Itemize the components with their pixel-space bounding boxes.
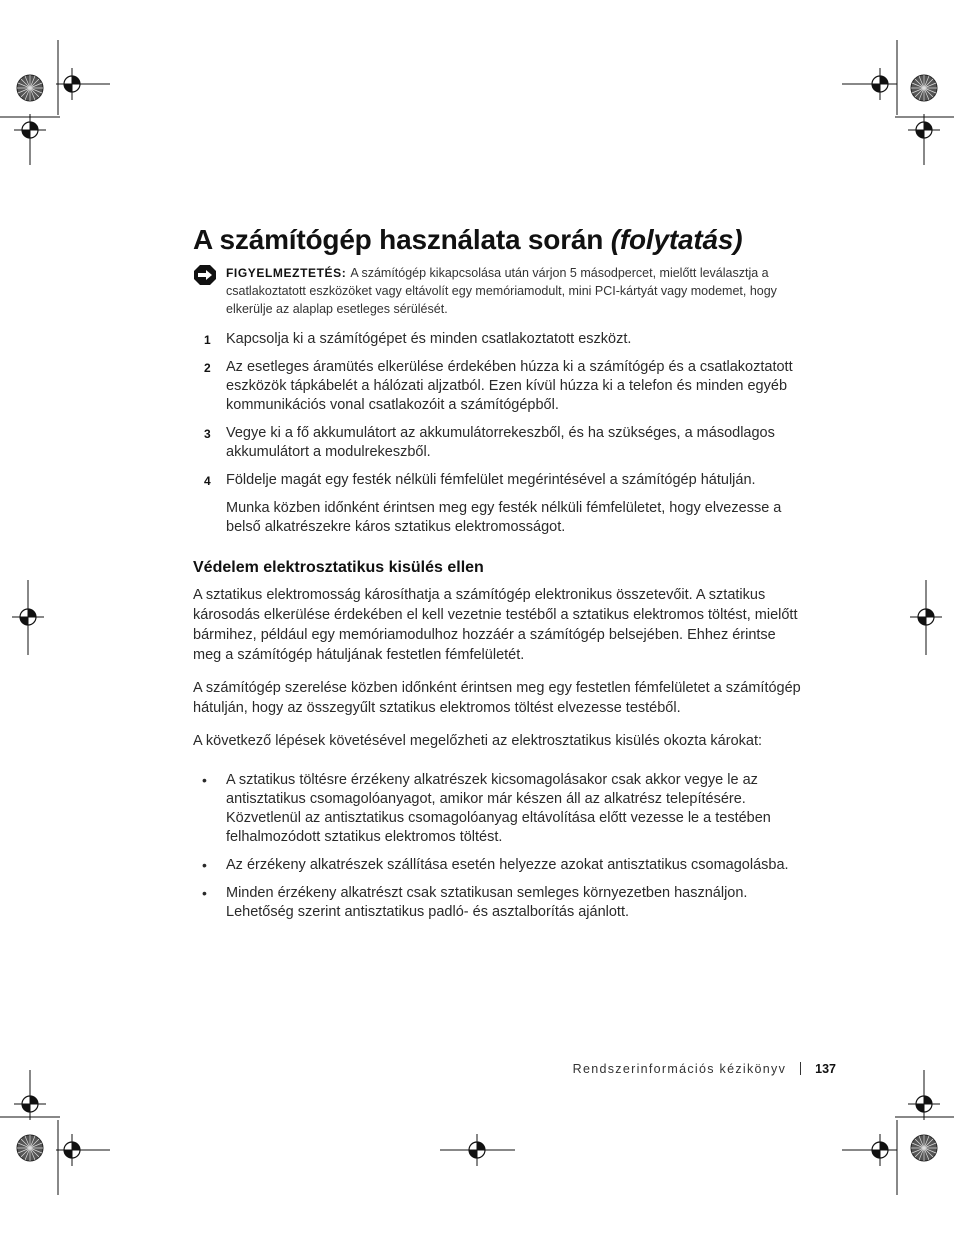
bullet-icon: • — [202, 885, 207, 901]
section-heading: Védelem elektrosztatikus kisülés ellen — [193, 559, 484, 576]
list-item — [193, 358, 803, 415]
bullet-list — [193, 771, 803, 922]
list-item — [193, 330, 803, 349]
bullet-text: Az érzékeny alkatrészek szállítása esetén helyezze azokat antisztatikus csomagolásba. — [226, 857, 789, 873]
notice-text: A számítógép kikapcsolása után várjon 5 másodpercet, mielőtt leválasztja a csatlakoztatott eszközöket vagy eltávolít egy memóriamodult, mini PCI-kártyát vagy modemet, hogy elkerülje az alaplap esetleges sérülését. — [226, 266, 777, 316]
list-item — [193, 884, 803, 922]
page-content — [193, 222, 803, 931]
notice-icon — [193, 264, 217, 286]
page-title — [193, 222, 803, 258]
step-number: 1 — [204, 333, 211, 347]
manual-name: Rendszerinformációs kézikönyv — [572, 1062, 787, 1076]
step-number: 2 — [204, 361, 211, 375]
bullet-text: A sztatikus töltésre érzékeny alkatrészek kicsomagolásakor csak akkor vegye le az antisztatikus csomagolóanyagot, amikor már készen áll az alkatrész telepítésére. Közvetlenül az antisztatikus csomagolóanyag eltávolítása előtt vezesse le a testében felhalmozódott sztatikus elektromos töltést. — [226, 772, 771, 845]
step-text: Az esetleges áramütés elkerülése érdekében húzza ki a számítógép és a csatlakoztatott eszközök tápkábelét a hálózati aljzatból. Ezen kívül húzza ki a telefon és minden egyéb kommunikációs vonal csatlakozóit a számítógépből. — [226, 359, 793, 413]
paragraph: A következő lépések követésével megelőzheti az elektrosztatikus kisülés okozta károkat: — [193, 733, 763, 749]
list-item — [193, 856, 803, 875]
bullet-icon: • — [202, 857, 207, 873]
footer-divider — [800, 1062, 801, 1075]
paragraph: A sztatikus elektromosság károsíthatja a számítógép elektronikus összetevőit. A sztatikus károsodás elkerülése érdekében el kell vezetnie testéből a sztatikus elektromos töltést, mielőtt bármihez, például egy memóriamodulhoz hozzáér a számítógép belsejében. Ehhez érintse meg a számítógép hátuljának festetlen fémfelületét. — [193, 587, 798, 663]
page-number: 137 — [815, 1062, 836, 1076]
step-text: Vegye ki a fő akkumulátort az akkumulátorrekeszből, és ha szükséges, a másodlagos akkumulátort a modulrekeszből. — [226, 425, 775, 460]
list-item — [193, 424, 803, 462]
bullet-text: Minden érzékeny alkatrészt csak sztatikusan semleges környezetben használjon. Lehetőség szerint antisztatikus padló- és asztalborítás ajánlott. — [226, 885, 748, 920]
step-number: 3 — [204, 427, 211, 441]
page-title-main: A számítógép használata során — [193, 224, 604, 255]
notice-label: FIGYELMEZTETÉS: — [226, 266, 347, 280]
step-text: Kapcsolja ki a számítógépet és minden csatlakoztatott eszközt. — [226, 331, 632, 347]
page-title-italic: (folytatás) — [610, 224, 743, 255]
step-text: Földelje magát egy festék nélküli fémfelület megérintésével a számítógép hátulján. — [226, 472, 756, 488]
step-number: 4 — [204, 474, 211, 488]
step-4-note: Munka közben időnként érintsen meg egy festék nélküli fémfelületet, hogy elvezesse a belső alkatrészekre káros sztatikus elektromosságot. — [226, 500, 782, 535]
paragraph: A számítógép szerelése közben időnként érintsen meg egy festetlen fémfelületet a számítógép hátulján, hogy az összegyűlt sztatikus elektromos töltést elvezesse testéből. — [193, 680, 801, 716]
notice-block — [193, 264, 803, 318]
steps-list — [193, 330, 803, 490]
list-item — [193, 471, 803, 490]
list-item — [193, 771, 803, 847]
bullet-icon: • — [202, 772, 207, 788]
page-footer — [573, 1062, 836, 1076]
